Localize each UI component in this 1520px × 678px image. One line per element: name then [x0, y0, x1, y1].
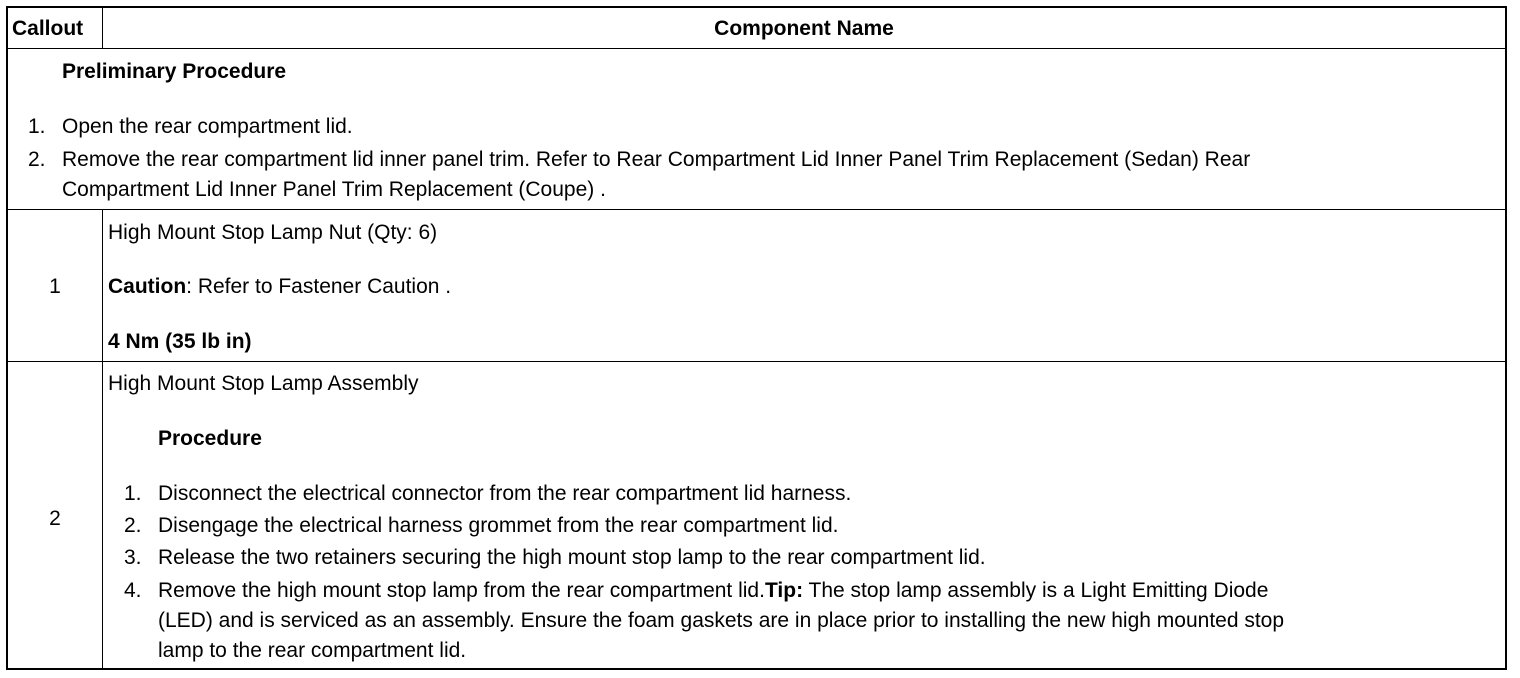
caution-text: : Refer to Fastener Caution .	[186, 275, 452, 298]
procedure-step-number: 2.	[124, 514, 142, 537]
prelim-step-text: Remove the rear compartment lid inner panel trim. Refer to Rear Compartment Lid Inner Panel Trim Replacement (Sedan) Rear	[62, 148, 1251, 171]
procedure-heading: Procedure	[158, 427, 262, 450]
caution-note	[108, 275, 451, 299]
prelim-step-text: Compartment Lid Inner Panel Trim Replacement (Coupe) .	[62, 178, 606, 201]
callout-number: 2	[49, 507, 61, 530]
tip-text: The stop lamp assembly is a Light Emitting Diode	[803, 579, 1269, 602]
callout-header: Callout	[12, 17, 84, 40]
column-divider	[102, 209, 103, 668]
callout-number: 1	[49, 275, 61, 298]
component-name: High Mount Stop Lamp Nut (Qty: 6)	[108, 221, 438, 244]
row-divider	[8, 209, 1505, 210]
torque-spec: 4 Nm (35 lb in)	[108, 330, 252, 353]
procedure-step-text: Disconnect the electrical connector from the rear compartment lid harness.	[158, 482, 852, 505]
tip-text-line: (LED) and is serviced as an assembly. Ensure the foam gaskets are in place prior to installing the new high mounted stop	[158, 609, 1285, 632]
prelim-step-number: 2.	[28, 148, 46, 171]
tip-label: Tip:	[764, 579, 804, 602]
procedure-step-number: 1.	[124, 482, 142, 505]
component-name: High Mount Stop Lamp Assembly	[108, 372, 419, 395]
tip-text-line: lamp to the rear compartment lid.	[158, 639, 467, 662]
procedure-step-text: Release the two retainers securing the high mount stop lamp to the rear compartment lid.	[158, 546, 986, 569]
prelim-step-number: 1.	[28, 115, 46, 138]
prelim-step-text: Open the rear compartment lid.	[62, 115, 353, 138]
header-divider	[8, 48, 1505, 49]
procedure-step-text: Disengage the electrical harness grommet from the rear compartment lid.	[158, 514, 839, 537]
row-divider	[8, 361, 1505, 362]
preliminary-heading: Preliminary Procedure	[62, 60, 287, 83]
procedure-step-number: 3.	[124, 546, 142, 569]
procedure-step-number: 4.	[124, 579, 142, 602]
component-name-header: Component Name	[714, 17, 894, 40]
procedure-step-text	[158, 579, 1268, 603]
step-text: Remove the high mount stop lamp from the rear compartment lid.	[158, 579, 765, 602]
caution-label: Caution	[108, 275, 187, 298]
component-table	[6, 6, 1507, 670]
